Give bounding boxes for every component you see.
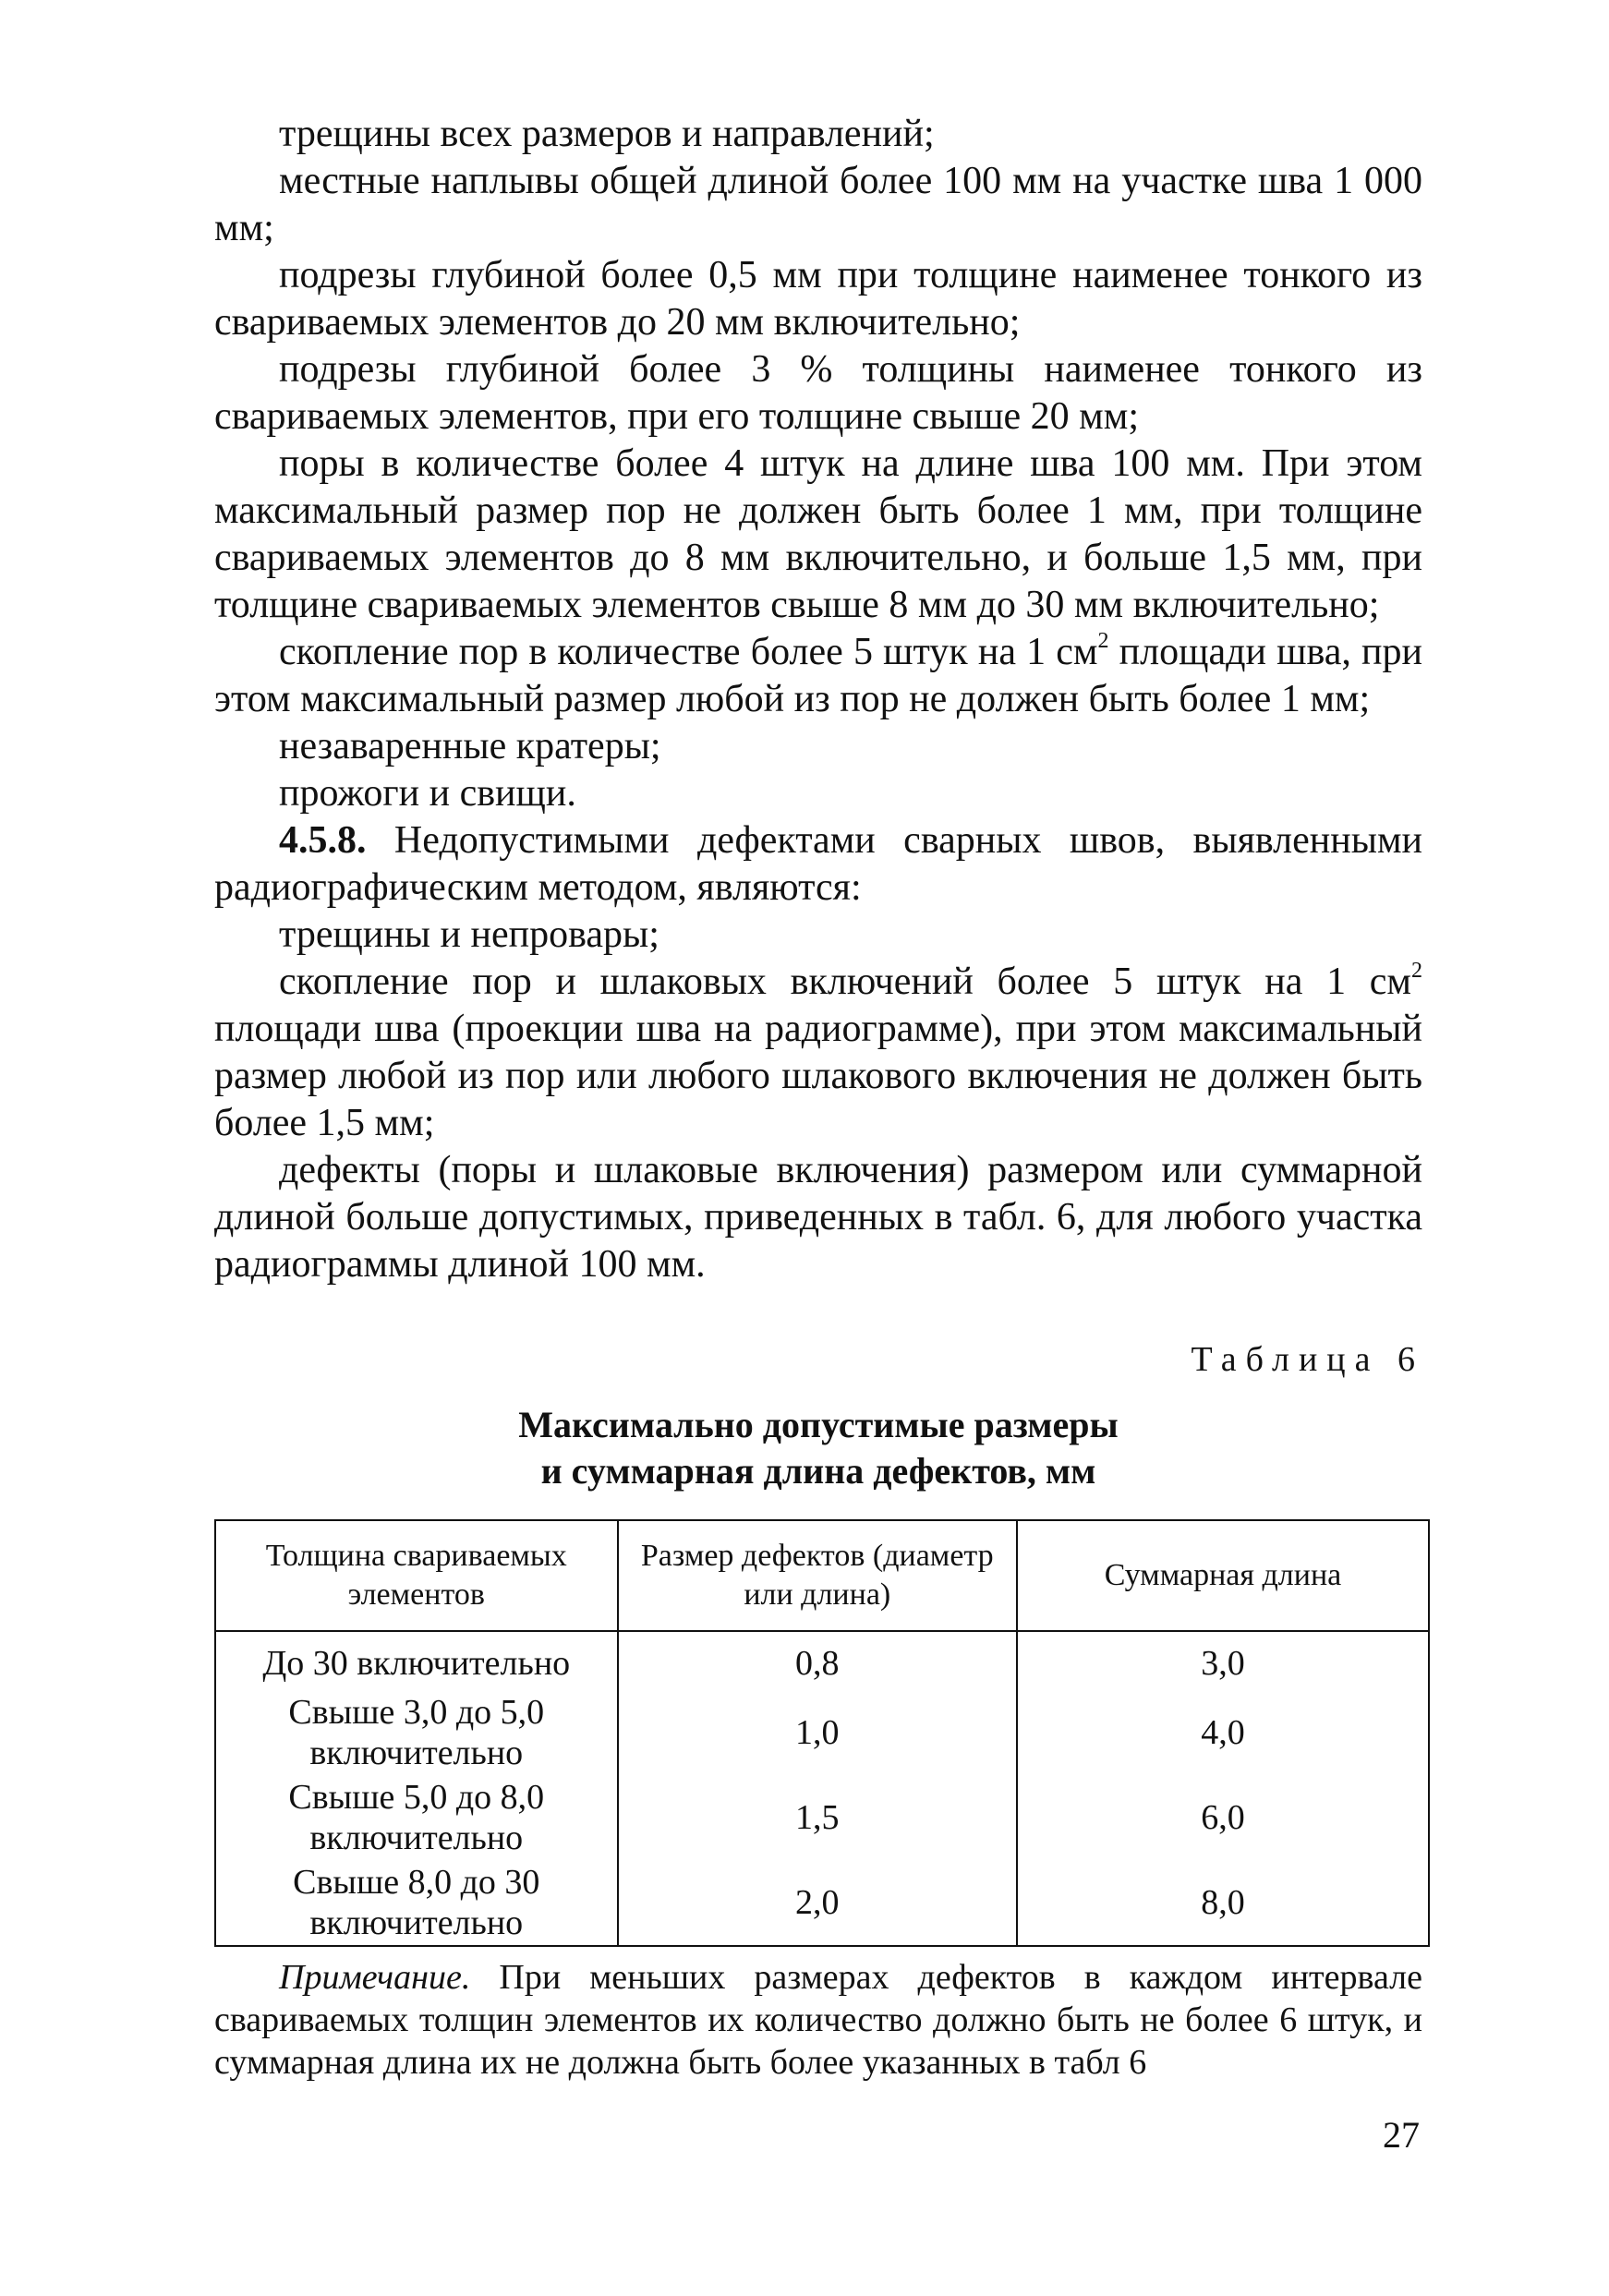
table-note [214, 1956, 1422, 2084]
column-header: Толщина свариваемых элементов [215, 1520, 618, 1631]
table-row [215, 1690, 1429, 1775]
list-item: незаваренные кратеры; [279, 725, 661, 767]
superscript: 2 [1097, 629, 1109, 653]
list-item: трещины всех размеров и направлений; [279, 113, 935, 155]
list-item-text: скопление пор и шлаковых включений более 5 штук на 1 см [279, 961, 1411, 1003]
table-header-row [215, 1520, 1429, 1631]
table-row [215, 1775, 1429, 1860]
note-text: При меньших размерах дефектов в каждом интервале свариваемых толщин элементов их количество должно быть не более 6 штук, и суммарная длина их не должна быть более указанных в табл 6 [214, 1958, 1422, 2082]
list-item: подрезы глубиной более 3 % толщины наименее тонкого из свариваемых элементов, при его толщине свыше 20 мм; [214, 348, 1422, 438]
list-item-text: площади шва, при этом максимальный размер любой из пор не должен быть более 1 мм; [214, 631, 1422, 720]
table-cell: 1,5 [618, 1775, 1018, 1860]
list-item: местные наплывы общей длиной более 100 мм на участке шва 1 000 мм; [214, 160, 1422, 249]
list-item [214, 629, 1422, 723]
list-item: прожоги и свищи. [279, 772, 576, 815]
table-cell: 0,8 [618, 1631, 1018, 1690]
body-text [214, 111, 1422, 1288]
table-cell: Свыше 8,0 до 30 включительно [215, 1860, 618, 1946]
table-cell: 2,0 [618, 1860, 1018, 1946]
list-item: подрезы глубиной более 0,5 мм при толщине наименее тонкого из свариваемых элементов до 20 мм включительно; [214, 254, 1422, 344]
list-item-text: скопление пор в количестве более 5 штук на 1 см [279, 631, 1098, 673]
table-cell: До 30 включительно [215, 1631, 618, 1690]
table-title-line: Максимально допустимые размеры [518, 1404, 1119, 1445]
table-label: Таблица 6 [1191, 1340, 1424, 1379]
table-title [214, 1402, 1422, 1494]
list-item: дефекты (поры и шлаковые включения) размером или суммарной длиной больше допустимых, приведенных в табл. 6, для любого участка радиограммы длиной 100 мм. [214, 1149, 1422, 1286]
table-cell: 4,0 [1017, 1690, 1429, 1775]
page-number: 27 [1383, 2114, 1420, 2156]
table-cell: 1,0 [618, 1690, 1018, 1775]
section-text: Недопустимыми дефектами сварных швов, выявленными радиографическим методом, являются: [214, 819, 1422, 909]
table-cell: Свыше 5,0 до 8,0 включительно [215, 1775, 618, 1860]
defects-table [214, 1519, 1430, 1947]
table-cell: Свыше 3,0 до 5,0 включительно [215, 1690, 618, 1775]
table-title-line: и суммарная длина дефектов, мм [540, 1450, 1096, 1492]
column-header: Суммарная длина [1017, 1520, 1429, 1631]
list-item: трещины и непровары; [279, 913, 659, 956]
table-row [215, 1860, 1429, 1946]
table-cell: 3,0 [1017, 1631, 1429, 1690]
list-item: поры в количестве более 4 штук на длине шва 100 мм. При этом максимальный размер пор не должен быть более 1 мм, при толщине свариваемых элементов до 8 мм включительно, и больше 1,5 мм, при толщине свариваемых элементов свыше 8 мм до 30 мм включительно; [214, 442, 1422, 626]
table-cell: 6,0 [1017, 1775, 1429, 1860]
section-number: 4.5.8. [279, 819, 367, 862]
list-item-text: площади шва (проекции шва на радиограмме), при этом максимальный размер любой из пор или любого шлакового включения не должен быть более 1,5 мм; [214, 1008, 1422, 1144]
column-header: Размер дефектов (диаметр или длина) [618, 1520, 1018, 1631]
list-item [214, 959, 1422, 1147]
table-row [215, 1631, 1429, 1690]
table-cell: 8,0 [1017, 1860, 1429, 1946]
section-paragraph [214, 817, 1422, 912]
superscript: 2 [1411, 959, 1422, 983]
note-label: Примечание. [279, 1958, 471, 1997]
